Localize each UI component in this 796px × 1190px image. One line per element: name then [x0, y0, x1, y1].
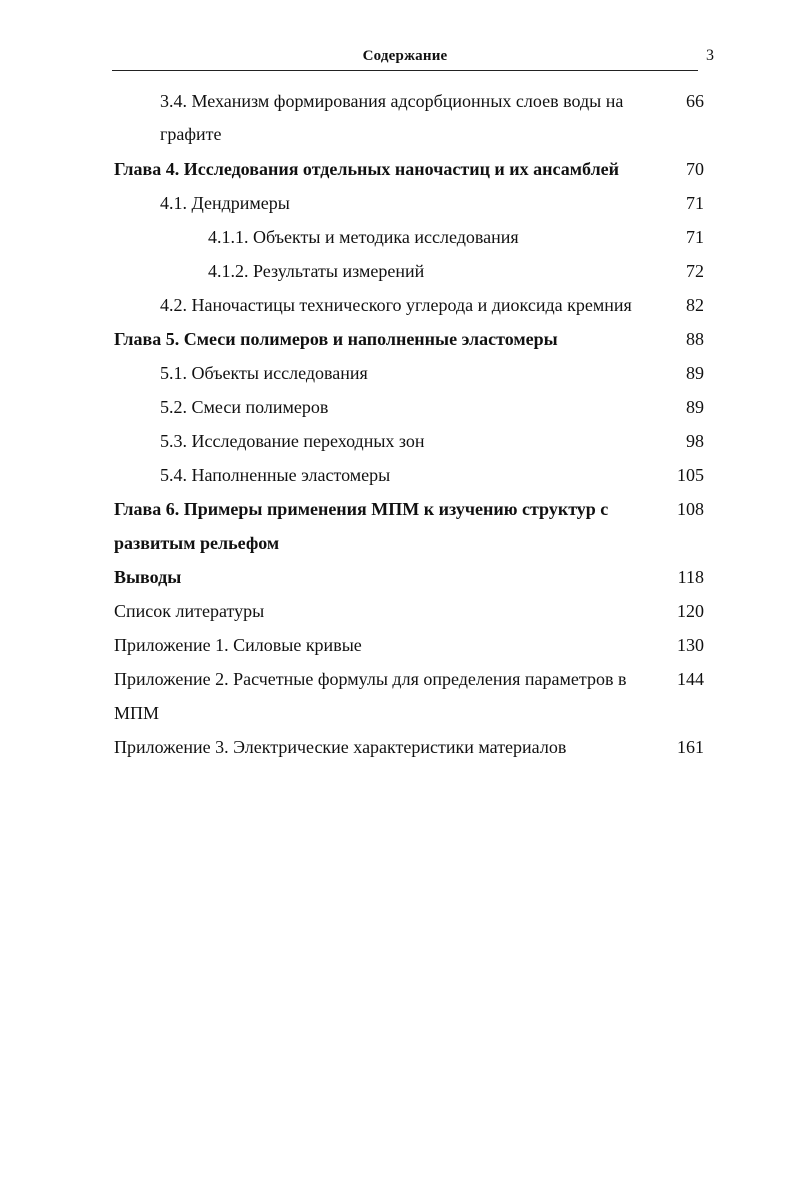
- toc-page-number: 71: [686, 227, 704, 247]
- toc-page-number: 89: [686, 397, 704, 417]
- toc-page-number: 144: [677, 669, 704, 689]
- toc-page-number: 108: [677, 499, 704, 519]
- toc-chapter-title: Глава 6. Примеры применения МПМ к изучению структур с: [114, 499, 609, 519]
- toc-entry-title: Приложение 2. Расчетные формулы для определения параметров в: [114, 669, 627, 689]
- toc-page-number: 72: [686, 261, 704, 281]
- toc-page-number: 98: [686, 431, 704, 451]
- toc-page-number: 88: [686, 329, 704, 349]
- toc-entry-title: Список литературы: [114, 601, 265, 621]
- page-number: 3: [706, 47, 714, 64]
- toc-entry-title: 4.2. Наночастицы технического углерода и диоксида кремния: [160, 295, 632, 315]
- toc-entry-title: 3.4. Механизм формирования адсорбционных слоев воды на: [160, 91, 624, 111]
- toc-page-number: 82: [686, 295, 704, 315]
- toc-chapter-title-continued: развитым рельефом: [114, 533, 280, 553]
- toc-entry-title-continued: графите: [160, 124, 222, 144]
- toc-chapter-title: Глава 5. Смеси полимеров и наполненные эластомеры: [114, 329, 558, 349]
- toc-entry-title: 5.4. Наполненные эластомеры: [160, 465, 391, 485]
- toc-page-number: 66: [686, 91, 704, 111]
- toc-entry-title: Приложение 1. Силовые кривые: [114, 635, 362, 655]
- toc-entry-title-continued: МПМ: [114, 703, 160, 723]
- running-header: [112, 44, 698, 71]
- toc-entry-title: 4.1.1. Объекты и методика исследования: [208, 227, 519, 247]
- toc-entry-title: 4.1. Дендримеры: [160, 193, 290, 213]
- toc-chapter-title: Выводы: [114, 567, 182, 587]
- toc-page-number: 130: [677, 635, 704, 655]
- toc-entry-title: 5.2. Смеси полимеров: [160, 397, 329, 417]
- toc-page-number: 118: [677, 567, 704, 587]
- toc-page-number: 161: [677, 737, 704, 757]
- toc-page-number: 70: [686, 159, 704, 179]
- toc-page-number: 105: [677, 465, 704, 485]
- toc-chapter-title: Глава 4. Исследования отдельных наночастиц и их ансамблей: [114, 159, 620, 179]
- toc-page-number: 71: [686, 193, 704, 213]
- toc-entry-title: 5.3. Исследование переходных зон: [160, 431, 425, 451]
- toc-page-number: 120: [677, 601, 704, 621]
- toc-page-number: 89: [686, 363, 704, 383]
- toc-entry-title: 5.1. Объекты исследования: [160, 363, 368, 383]
- toc-entry-title: Приложение 3. Электрические характеристики материалов: [114, 737, 567, 757]
- toc-entry-title: 4.1.2. Результаты измерений: [208, 261, 425, 281]
- header-title: Содержание: [362, 48, 448, 64]
